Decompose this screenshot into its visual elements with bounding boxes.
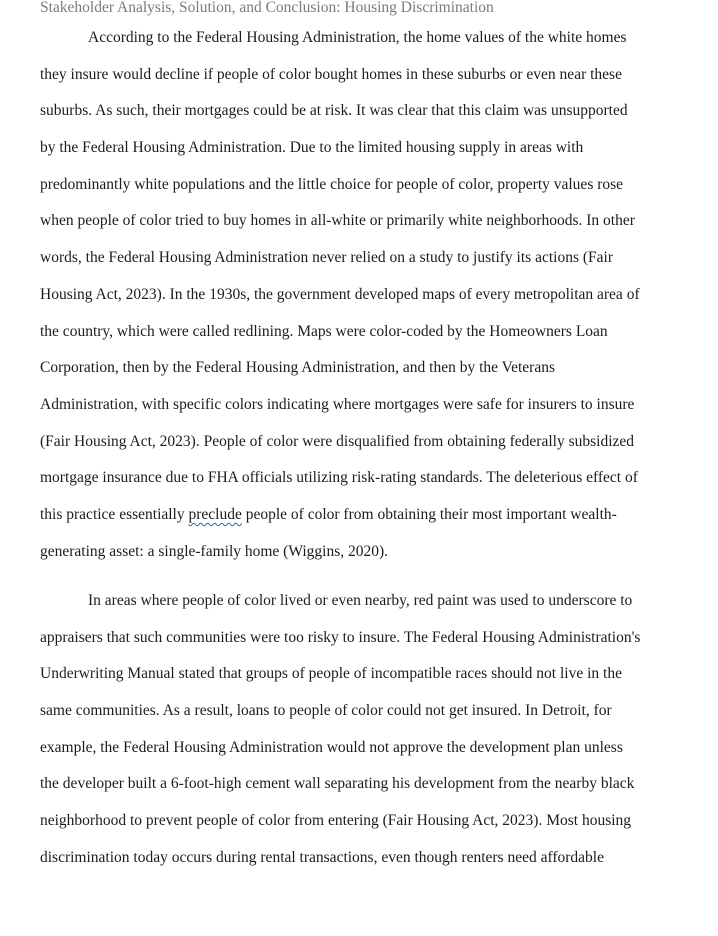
running-head: Stakeholder Analysis, Solution, and Conclusion: Housing Discrimination <box>40 0 494 16</box>
text-line: (Fair Housing Act, 2023). People of color were disqualified from obtaining federally subsidized <box>40 432 635 450</box>
text-line: by the Federal Housing Administration. Due to the limited housing supply in areas with <box>40 139 584 157</box>
text-line: appraisers that such communities were too risky to insure. The Federal Housing Administration's <box>40 628 641 646</box>
text-line: According to the Federal Housing Administration, the home values of the white homes <box>88 29 627 46</box>
paragraph-1[interactable] <box>40 20 670 570</box>
text-line: In areas where people of color lived or even nearby, red paint was used to underscore to <box>88 592 633 609</box>
text-segment: this practice essentially <box>40 505 189 523</box>
text-line: when people of color tried to buy homes in all-white or primarily white neighborhoods. In other <box>40 212 635 230</box>
text-line: predominantly white populations and the little choice for people of color, property values rose <box>40 175 624 193</box>
text-line: they insure would decline if people of color bought homes in these suburbs or even near these <box>40 65 622 83</box>
text-line: Corporation, then by the Federal Housing Administration, and then by the Veterans <box>40 359 555 377</box>
text-line: the country, which were called redlining. Maps were color-coded by the Homeowners Loan <box>40 322 608 340</box>
text-line: words, the Federal Housing Administration never relied on a study to justify its actions (Fair <box>40 249 613 267</box>
paragraph-2[interactable] <box>40 583 670 877</box>
text-line: Housing Act, 2023). In the 1930s, the government developed maps of every metropolitan area of <box>40 285 640 303</box>
text-segment: people of color from obtaining their most important wealth- <box>241 505 617 523</box>
text-line: same communities. As a result, loans to people of color could not get insured. In Detroit, for <box>40 702 612 720</box>
text-line: suburbs. As such, their mortgages could be at risk. It was clear that this claim was unsupported <box>40 102 628 120</box>
text-line: Administration, with specific colors indicating where mortgages were safe for insurers to insure <box>40 395 635 413</box>
text-line: Underwriting Manual stated that groups of people of incompatible races should not live in the <box>40 665 622 683</box>
spellcheck-flagged-word[interactable]: preclude <box>188 505 242 523</box>
text-line: the developer built a 6-foot-high cement wall separating his development from the nearby black <box>40 775 635 793</box>
text-line: mortgage insurance due to FHA officials utilizing risk-rating standards. The deleterious effect of <box>40 469 638 487</box>
text-line: generating asset: a single-family home (Wiggins, 2020). <box>40 542 389 560</box>
text-line-with-flag <box>40 497 670 534</box>
text-line: discrimination today occurs during rental transactions, even though renters need affordable <box>40 848 604 866</box>
text-line: example, the Federal Housing Administration would not approve the development plan unless <box>40 738 623 756</box>
text-line: neighborhood to prevent people of color from entering (Fair Housing Act, 2023). Most housing <box>40 812 632 830</box>
